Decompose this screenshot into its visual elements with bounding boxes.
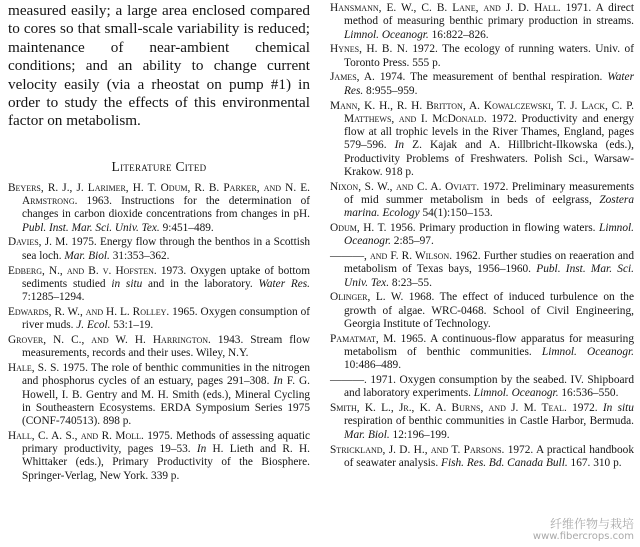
reference-text: 1965. Oxygen consumption of river muds. <box>22 305 310 332</box>
reference-text: 7:1285–1294. <box>22 291 85 304</box>
reference-text: 1974. The measurement of benthal respiration. <box>374 71 608 84</box>
reference-entry <box>8 430 310 483</box>
reference-authors: ———, and F. R. Wilson. <box>330 250 453 263</box>
reference-entry <box>8 362 310 428</box>
reference-entry <box>330 2 634 42</box>
reference-italic: Publ. Inst. Mar. Sci. Univ. Tex. <box>22 221 160 234</box>
reference-italic: In <box>196 443 207 456</box>
reference-italic: Publ. Inst. Mar. Sci. Univ. Tex. <box>344 263 634 289</box>
reference-text: 54(1):150–153. <box>419 207 493 220</box>
left-column <box>8 2 310 485</box>
reference-authors: Grover, N. C., and W. H. Harrington. <box>8 333 211 346</box>
reference-entry <box>330 402 634 442</box>
reference-italic: Mar. Biol. <box>344 428 390 441</box>
reference-authors: Smith, K. L., Jr., K. A. Burns, and J. M. Teal. <box>330 402 567 415</box>
intro-paragraph: measured easily; a large area enclosed compared to cores so that small-scale variability is reduced; maintenance of near-ambient chemical conditions; and an ability to change current velocity easily (via a rheostat on pump #1) in order to study the effects of this environmental factor on metabolism. <box>8 2 310 130</box>
reference-text: 1971. Oxygen consumption by the seabed. IV. Shipboard and laboratory experiments. <box>344 374 634 400</box>
watermark-url: www.fibercrops.com <box>532 531 634 542</box>
reference-authors: Nixon, S. W., and C. A. Oviatt. <box>330 180 480 193</box>
reference-text: 31:353–362. <box>109 249 170 262</box>
reference-entry <box>8 306 310 333</box>
reference-entry <box>330 374 634 401</box>
reference-italic: In <box>273 375 283 388</box>
reference-italic: J. Ecol. <box>76 319 111 332</box>
reference-text: 1973. Oxygen uptake of bottom sediments studied <box>22 264 310 290</box>
reference-text: 1975. Methods of assessing aquatic primary productivity, pages 19–53. <box>22 429 310 456</box>
reference-text: 1962. Further studies on reaeration and metabolism of Texas bays, 1956–1960. <box>344 250 634 276</box>
reference-authors: Olinger, L. W. <box>330 291 404 304</box>
right-column <box>330 2 634 472</box>
reference-authors: Strickland, J. D. H., and T. Parsons. <box>330 443 505 456</box>
reference-italic: In <box>394 139 405 152</box>
reference-text: H. Lieth and R. H. Whittaker (eds.), Primary Productivity of the Biosphere. Springer-Verlag, New York. 339 p. <box>22 443 310 482</box>
reference-entry <box>330 100 634 180</box>
reference-text: 1965. A continuous-flow apparatus for measuring metabolism of benthic communities. <box>344 332 634 358</box>
reference-authors: Mann, K. H., R. H. Britton, A. Kowalczewski, T. J. Lack, C. P. Matthews, and I. McDonald. <box>330 99 634 125</box>
reference-text: 1956. Primary production in flowing waters. <box>386 221 600 234</box>
reference-text: 1963. Instructions for the determination of changes in carbon dioxide concentrations from changes in pH. <box>22 195 310 221</box>
reference-entry <box>8 265 310 305</box>
reference-text: 53:1–19. <box>110 319 154 332</box>
reference-italic: Zostera marina. Ecology <box>344 193 634 220</box>
reference-text: 1972. Preliminary measurements of mid summer metabolism in beds of eelgrass, <box>344 180 634 206</box>
reference-italic: Water Res. <box>258 277 310 290</box>
left-reference-list <box>8 182 310 483</box>
reference-authors: Hynes, H. B. N. <box>330 43 408 56</box>
reference-text: 1972. The ecology of running waters. Univ. of Toronto Press. 555 p. <box>344 43 635 69</box>
reference-italic: Limnol. Oceanogr. <box>344 221 634 248</box>
reference-authors: Davies, J. M. <box>8 236 69 249</box>
reference-text: 1975. The role of benthic communities in the nitrogen and phosphorus cycles of an estuary, pages 291–308. <box>22 362 310 388</box>
reference-text: F. G. Howell, I. B. Gentry and M. H. Smith (eds.), Mineral Cycling in Southeastern Ecosystems. ERDA Symposium Series 1975 (CONF-740513). 898 p. <box>22 375 310 428</box>
reference-italic: Limnol. Oceanogr. <box>344 28 429 41</box>
reference-entry <box>8 182 310 235</box>
watermark <box>533 517 634 543</box>
reference-entry <box>330 333 634 373</box>
reference-text: 1971. A direct method of measuring benthic primary production in streams. <box>344 2 634 28</box>
reference-entry <box>330 291 634 331</box>
reference-entry <box>330 222 634 249</box>
reference-italic: Fish. Res. Bd. Canada Bull. <box>441 456 568 469</box>
reference-text: Z. Kajak and A. Hillbricht-Ilkowska (eds.), Productivity Problems of Freshwaters. Polish Sci., Warsaw-Krakow. 918 p. <box>344 139 635 178</box>
reference-text: 12:196–199. <box>389 428 450 441</box>
reference-text: 2:85–97. <box>390 235 434 248</box>
reference-italic: Mar. Biol. <box>64 249 110 262</box>
reference-text: 167. 310 p. <box>567 456 622 469</box>
reference-italic: Limnol. Oceanogr. <box>541 346 634 358</box>
reference-authors: Hale, S. S. <box>8 362 60 375</box>
reference-entry <box>330 71 634 98</box>
reference-text: 8:955–959. <box>363 84 418 97</box>
reference-text: 9:451–489. <box>159 221 214 234</box>
reference-authors: Edberg, N., and B. v. Hofsten. <box>8 264 157 277</box>
reference-entry <box>8 334 310 361</box>
reference-text: 1968. The effect of induced turbulence on the growth of algae. WRC-0468. School of Civil Engineering, Georgia Institute of Technology. <box>344 291 635 330</box>
reference-text: 16:536–550. <box>558 387 619 400</box>
reference-text: respiration of benthic communities in Castle Harbor, Bermuda. <box>344 415 634 428</box>
reference-authors: Edwards, R. W., and H. L. Rolley. <box>8 305 170 318</box>
reference-authors: James, A. <box>330 71 375 84</box>
reference-text: 1943. Stream flow measurements, records and their uses. Wiley, N.Y. <box>22 333 310 360</box>
reference-text: 16:822–826. <box>428 28 489 41</box>
reference-italic: Limnol. Oceanogr. <box>473 387 559 400</box>
reference-text: 1972. <box>566 402 603 415</box>
reference-text: and in the laboratory. <box>142 277 259 290</box>
reference-text: 1972. A practical handbook of seawater analysis. <box>344 443 634 469</box>
watermark-chinese-text: 纤维作物与栽培 <box>549 517 634 531</box>
reference-entry <box>330 181 634 221</box>
reference-authors: ———. <box>330 374 367 387</box>
reference-authors: Pamatmat, M. <box>330 332 397 345</box>
literature-cited-heading: Literature Cited <box>111 158 207 174</box>
reference-authors: Hansmann, E. W., C. B. Lane, and J. D. Hall. <box>330 2 561 14</box>
reference-text: 8:23–55. <box>389 276 432 289</box>
reference-text: 1972. Productivity and energy flow at all trophic levels in the River Thames, England, pages 579–596. <box>344 112 634 152</box>
reference-italic: Water Res. <box>344 71 634 97</box>
reference-italic: in situ <box>111 277 143 290</box>
reference-entry <box>330 444 634 471</box>
reference-entry <box>8 236 310 263</box>
reference-entry <box>330 43 634 70</box>
right-reference-list <box>330 2 634 470</box>
reference-authors: Hall, C. A. S., and R. Moll. <box>8 429 144 442</box>
reference-entry <box>330 250 634 290</box>
reference-text: 10:486–489. <box>344 359 402 372</box>
reference-italic: In situ <box>602 402 634 415</box>
reference-text: 1975. Energy flow through the benthos in a Scottish sea loch. <box>22 236 310 262</box>
reference-authors: Odum, H. T. <box>330 221 387 234</box>
reference-authors: Beyers, R. J., J. Larimer, H. T. Odum, R. B. Parker, and N. E. Armstrong. <box>8 181 310 208</box>
